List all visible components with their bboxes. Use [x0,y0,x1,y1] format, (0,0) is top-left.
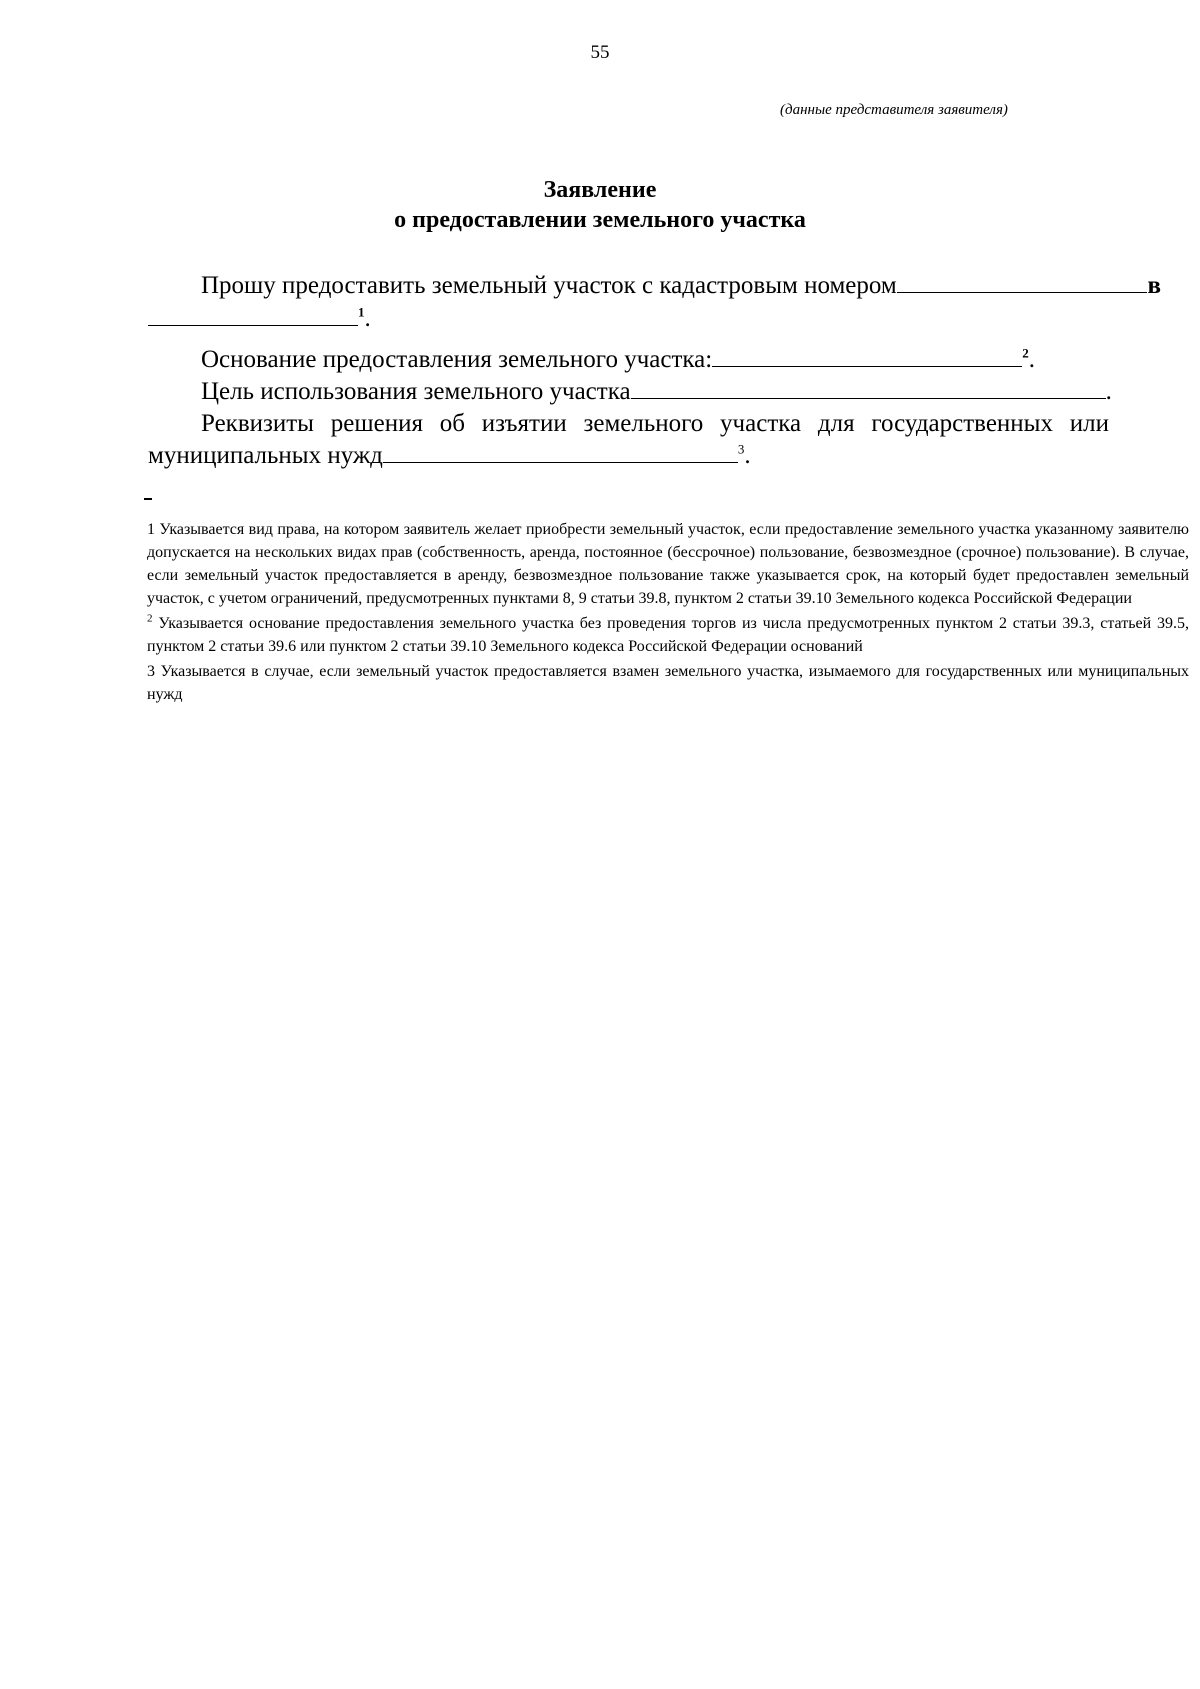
document-subtitle: о предоставлении земельного участка [394,207,806,233]
purpose-field[interactable] [631,376,1106,399]
footnote-1-marker: 1 [147,521,155,538]
page-number: 55 [590,42,610,63]
basis-line: Основание предоставления земельного участка: $^2$. [201,345,1035,373]
footnote-3-text: Указывается в случае, если земельный участок предоставляется взамен земельного участка, изымаемого для государственных или муниципальных нужд [147,663,1190,703]
footnote-2 [147,612,1189,658]
footnote-2-marker: 2 [147,612,153,625]
right-type-field[interactable] [148,303,358,326]
document-title: Заявление [543,177,657,203]
basis-label: Основание предоставления земельного участка: [201,346,713,373]
footnote-ref-3: 3 [737,441,745,457]
cadastral-number-field[interactable] [897,270,1148,293]
cadastral-number-tail: в [1147,272,1161,299]
purpose-label: Цель использования земельного участка [201,378,631,405]
cadastral-number-line [201,270,1161,302]
footnote-1 [147,518,1189,610]
cadastral-number-label: Прошу предоставить земельный участок с кадастровым номером [201,272,897,299]
footnote-2-text: Указывается основание предоставления земельного участка без проведения торгов из числа предусмотренных пунктом 2 статьи 39.3, статьей 39.5, пунктом 2 статьи 39.6 или пунктом 2 статьи 39.10 Земельного кодекса Российской Федерации оснований [147,615,1190,655]
footnote-separator [144,498,152,500]
footnotes [147,518,1189,708]
footnote-ref-1: 1 [358,304,365,320]
seizure-decision-label: муниципальных нужд [148,442,383,469]
footnote-1-text: Указывается вид права, на котором заявитель желает приобрести земельный участок, если предоставление земельного участка указанному заявителю допускается на нескольких видах прав (собственность, аренда, постоянное (бессрочное) пользование, безвозмездное (срочное) пользование). В случае, если земельный участок предоставляется в аренду, безвозмездное пользование также указывается срок, на который будет предоставлен земельный участок, с учетом ограничений, предусмотренных пунктами 8, 9 статьи 39.8, пунктом 2 статьи 39.10 Земельного кодекса Российской Федерации [147,521,1190,607]
seizure-decision-field[interactable] [383,440,738,463]
footnote-3-marker: 3 [147,663,155,680]
purpose-line: Цель использования земельного участка . [201,378,1112,405]
footnote-3 [147,660,1189,706]
seizure-decision-line-2: муниципальных нужд $^3$. [148,441,751,469]
footnote-ref-2: 2 [1022,345,1029,361]
seizure-decision-line: Реквизиты решения об изъятии земельного участка для государственных или [201,410,1109,437]
representative-caption: (данные представителя заявителя) [780,102,1008,118]
right-type-line: $^1$. [148,303,371,335]
basis-field[interactable] [712,344,1022,367]
